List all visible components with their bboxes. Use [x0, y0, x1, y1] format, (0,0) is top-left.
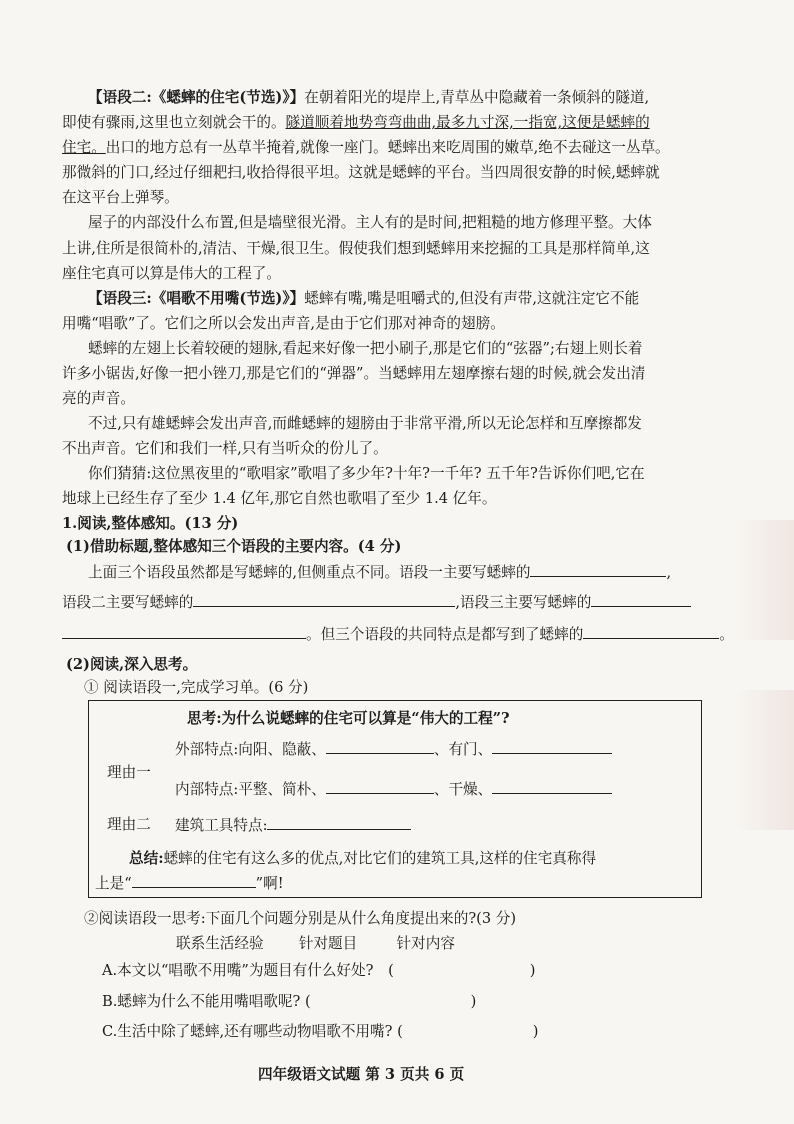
passage3-line2: 用嘴“唱歌”了。它们之所以会发出声音,是由于它们那对神奇的翅膀。	[62, 315, 505, 332]
passage2-line8: 座住宅真可以算是伟大的工程了。	[62, 265, 281, 282]
passage3-label: 【语段三:《唱歌不用嘴(节选)》】	[88, 290, 305, 307]
question2-sub1: ① 阅读语段一,完成学习单。(6 分)	[84, 679, 309, 696]
reason-one-label: 理由一	[107, 764, 151, 781]
inner-features: 内部特点:平整、简朴、 、干燥、	[175, 779, 612, 800]
page-footer: 四年级语文试题 第 3 页共 6 页	[258, 1066, 465, 1083]
passage3-line9: 地球上已经生存了至少 1.4 亿年,那它自然也歌唱了至少 1.4 亿年。	[62, 490, 497, 507]
question-a: A.本文以“唱歌不用嘴”为题目有什么好处? ( )	[102, 962, 536, 979]
passage2-label: 【语段二:《蟋蟀的住宅(节选)》】	[88, 89, 305, 106]
question-b: B.蟋蟀为什么不能用嘴唱歌呢? ( )	[102, 993, 477, 1010]
passage2-line3: 住宅。出口的地方总有一丛草半掩着,就像一座门。蟋蟀出来吃周围的嫩草,绝不去碰这一丛草。	[62, 139, 670, 156]
answer-blank[interactable]	[492, 739, 612, 754]
answer-blank[interactable]	[530, 562, 666, 577]
answer-blank[interactable]	[492, 779, 612, 794]
option-content: 针对内容	[396, 935, 455, 952]
question-c: C.生活中除了蟋蟀,还有哪些动物唱歌不用嘴? ( )	[102, 1023, 539, 1040]
answer-blank[interactable]	[193, 592, 455, 607]
passage3-line3: 蟋蟀的左翅上长着较硬的翅脉,看起来好像一把小刷子,那是它们的“弦器”;右翅上则长着	[88, 340, 643, 357]
summary-line2: 上是“ ”啊!	[95, 875, 284, 892]
passage3-line6: 不过,只有雄蟋蟀会发出声音,而雌蟋蟀的翅膀由于非常平滑,所以无论怎样和互摩擦都发	[88, 415, 642, 432]
angle-options	[176, 934, 455, 954]
passage3-line8: 你们猜猜:这位黑夜里的“歌唱家”歌唱了多少年?十年?一千年? 五千年?告诉你们吧,它在	[88, 465, 645, 482]
option-life-experience: 联系生活经验	[176, 935, 264, 952]
answer-blank[interactable]	[326, 779, 434, 794]
paper-stain	[734, 690, 794, 830]
option-title: 针对题目	[298, 935, 358, 952]
answer-blank[interactable]	[326, 739, 434, 754]
passage3-line4: 许多小锯齿,好像一把小锉刀,那是它们的“弹器”。当蟋蟀用左翅摩擦右翅的时候,就会发出清	[62, 365, 646, 382]
question1-sub1: (1)借助标题,整体感知三个语段的主要内容。(4 分)	[66, 538, 402, 555]
passage2-line7: 上讲,住所是很简朴的,清洁、干燥,很卫生。假使我们想到蟋蟀用来挖掘的工具是那样简单,这	[62, 240, 650, 257]
passage2-line2: 即使有骤雨,这里也立刻就会干的。隧道顺着地势弯弯曲曲,最多九寸深,一指宽,这便是蟋蟀的	[62, 114, 650, 131]
passage2-line5: 在这平台上弹琴。	[62, 189, 179, 206]
passage3-line1: 【语段三:《唱歌不用嘴(节选)》】蟋蟀有嘴,嘴是咀嚼式的,但没有声带,这就注定它不能	[88, 290, 640, 307]
summary-line1: 总结:蟋蟀的住宅有这么多的优点,对比它们的建筑工具,这样的住宅真称得	[129, 850, 597, 867]
paper-stain	[734, 520, 794, 640]
question1-sentence-b: 语段二主要写蟋蟀的 ,语段三主要写蟋蟀的	[62, 592, 691, 613]
passage3-line7: 不出声音。它们和我们一样,只有当听众的份儿了。	[62, 440, 388, 457]
answer-blank[interactable]	[583, 624, 719, 639]
answer-blank[interactable]	[62, 624, 306, 639]
passage3-line5: 亮的声音。	[62, 390, 135, 407]
passage2-line4: 那微斜的门口,经过仔细耙扫,收拾得很平坦。这就是蟋蟀的平台。当四周很安静的时候,蟋蟀就	[62, 164, 660, 181]
question1-sentence-a: 上面三个语段虽然都是写蟋蟀的,但侧重点不同。语段一主要写蟋蟀的 ,	[88, 564, 672, 581]
question2-sub2: ②阅读语段一思考:下面几个问题分别是从什么角度提出来的?(3 分)	[84, 910, 517, 927]
passage2-line1: 【语段二:《蟋蟀的住宅(节选)》】在朝着阳光的堤岸上,青草丛中隐藏着一条倾斜的隧道,	[88, 89, 650, 106]
question1-sentence-c: 。但三个语段的共同特点是都写到了蟋蟀的 。	[62, 624, 734, 645]
question1-title: 1.阅读,整体感知。(13 分)	[62, 515, 239, 532]
answer-blank[interactable]	[591, 592, 691, 607]
study-sheet-box	[88, 700, 702, 898]
answer-blank[interactable]	[267, 815, 411, 830]
reason-two-label: 理由二	[107, 816, 151, 833]
study-sheet-question: 思考:为什么说蟋蟀的住宅可以算是“伟大的工程”?	[187, 710, 510, 727]
question2-title: (2)阅读,深入思考。	[66, 656, 198, 673]
passage2-line6: 屋子的内部没什么布置,但是墙壁很光滑。主人有的是时间,把粗糙的地方修理平整。大体	[88, 214, 652, 231]
tool-features: 建筑工具特点:	[175, 815, 411, 836]
outer-features: 外部特点:向阳、隐蔽、 、有门、	[175, 739, 612, 760]
answer-blank[interactable]	[132, 873, 256, 888]
